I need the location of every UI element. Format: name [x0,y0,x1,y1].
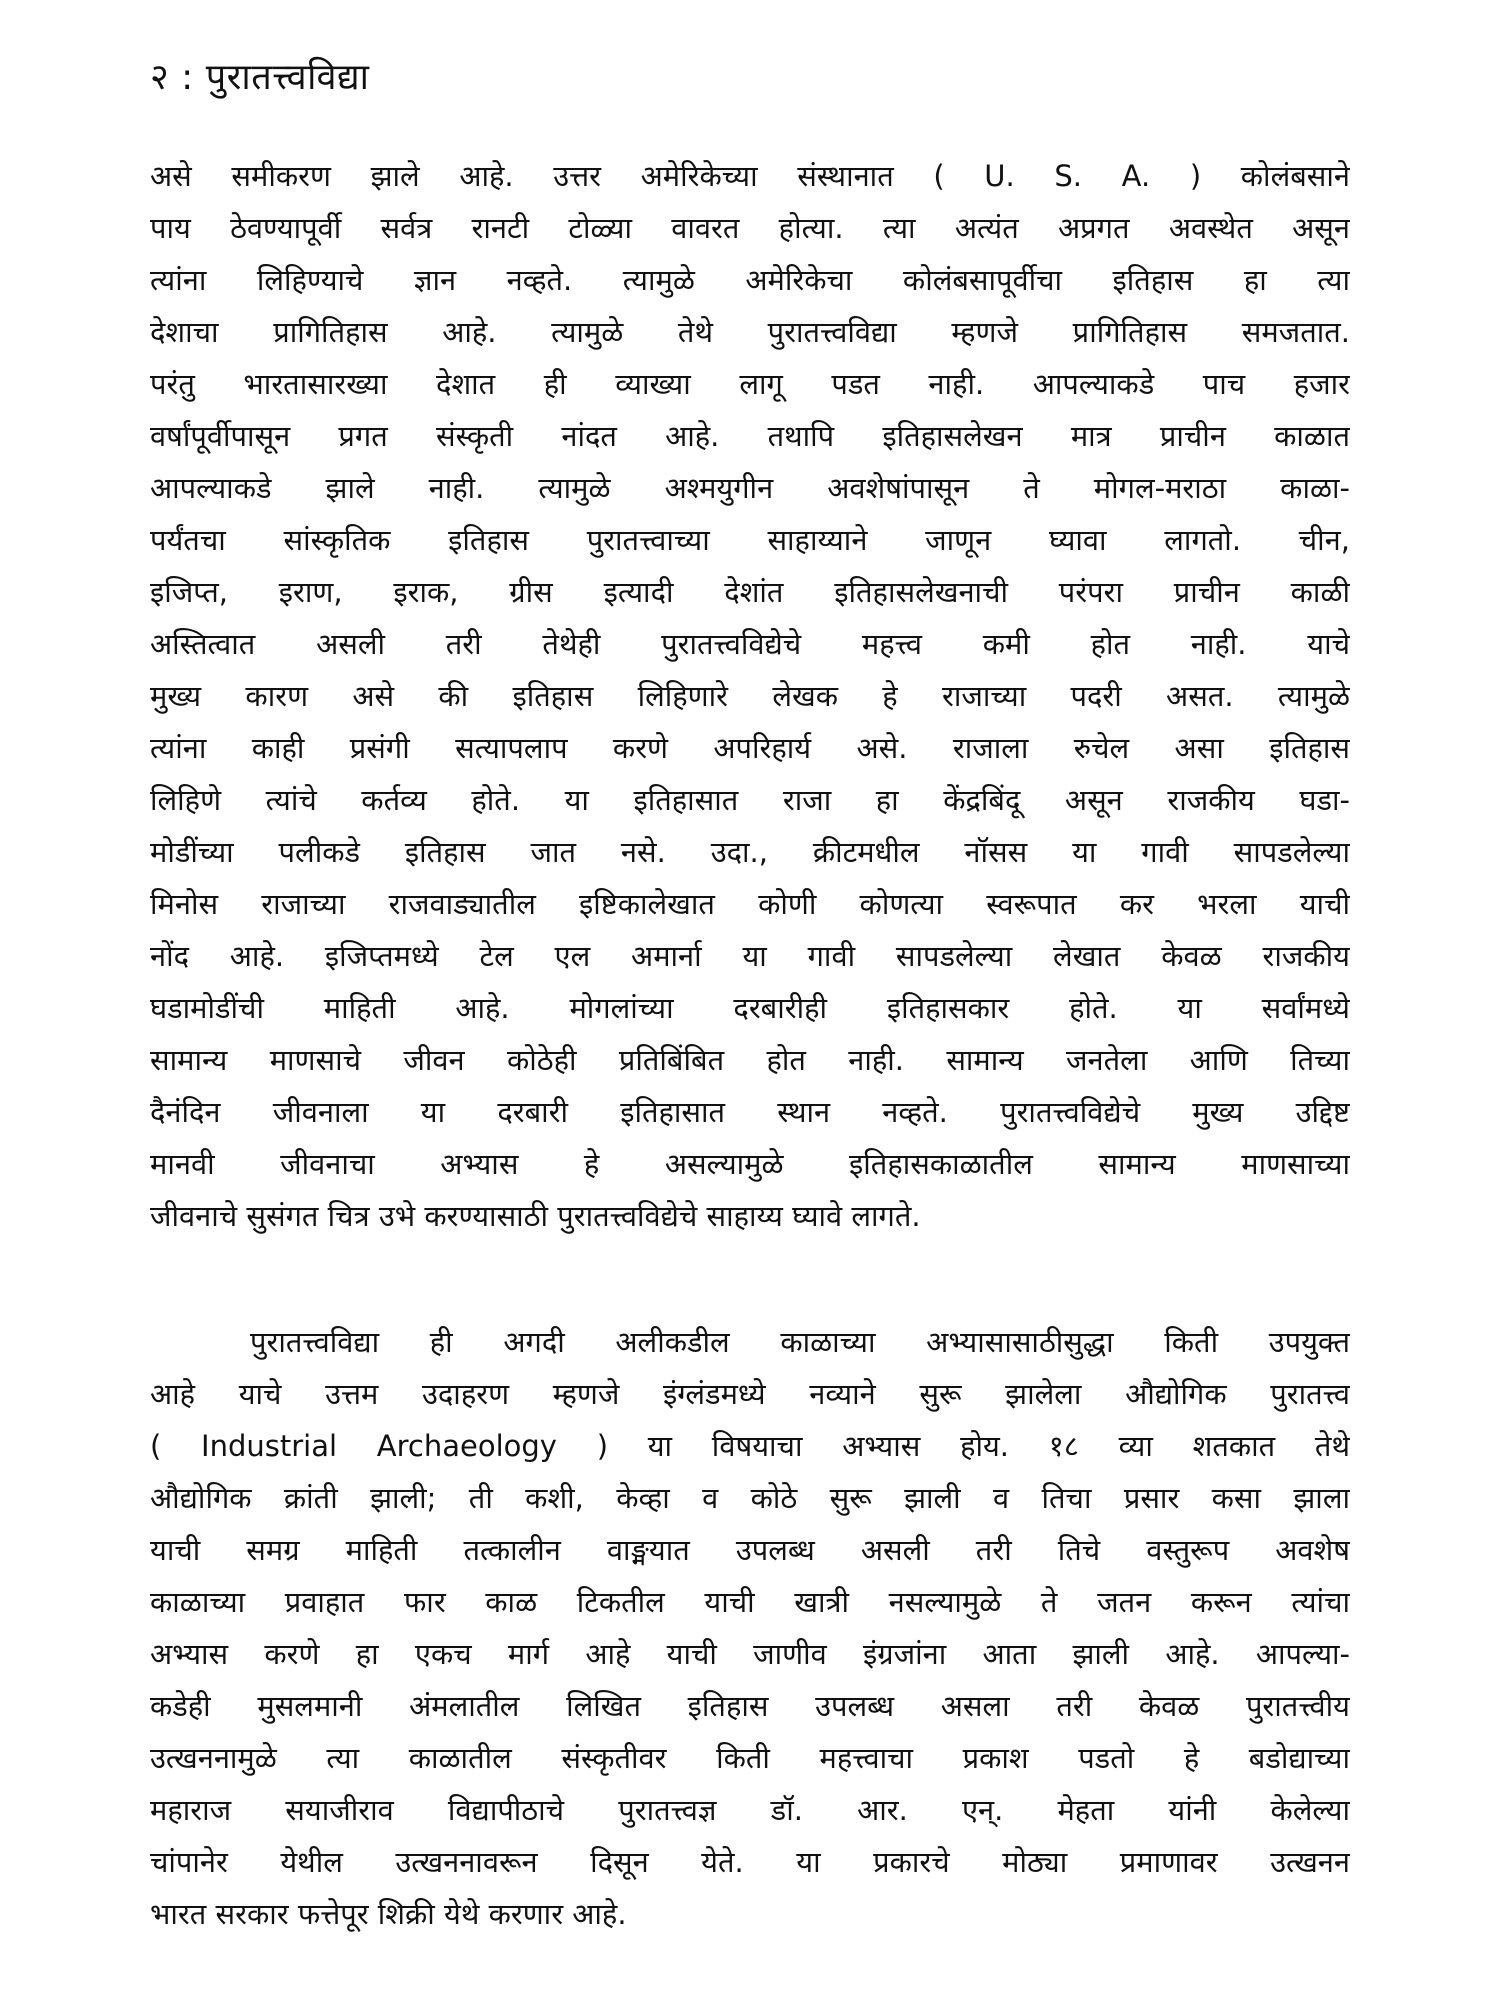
text-line: लिहिणे त्यांचे कर्तव्य होते. या इतिहासात राजा हा केंद्रबिंदू असून राजकीय घडा- [150,783,1350,817]
text-line: आपल्याकडे झाले नाही. त्यामुळे अश्मयुगीन अवशेषांपासून ते मोगल-मराठा काळा- [150,471,1350,505]
text-line: काळाच्या प्रवाहात फार काळ टिकतील याची खात्री नसल्यामुळे ते जतन करून त्यांचा [150,1585,1350,1619]
text-line: इजिप्त, इराण, इराक, ग्रीस इत्यादी देशांत इतिहासलेखनाची परंपरा प्राचीन काळी [150,575,1350,609]
text-line: वर्षांपूर्वीपासून प्रगत संस्कृती नांदत आहे. तथापि इतिहासलेखन मात्र प्राचीन काळात [150,419,1350,453]
text-line: याची समग्र माहिती तत्कालीन वाङ्मयात उपलब्ध असली तरी तिचे वस्तुरूप अवशेष [150,1533,1350,1567]
text-line: मुख्य कारण असे की इतिहास लिहिणारे लेखक हे राजाच्या पदरी असत. त्यामुळे [150,679,1350,713]
text-line: सामान्य माणसाचे जीवन कोठेही प्रतिबिंबित होत नाही. सामान्य जनतेला आणि तिच्या [150,1043,1350,1077]
text-line: मोडींच्या पलीकडे इतिहास जात नसे. उदा., क्रीटमधील नॉसस या गावी सापडलेल्या [150,835,1350,869]
running-head: २ : पुरातत्त्वविद्या [150,57,370,98]
text-line: चांपानेर येथील उत्खननावरून दिसून येते. या प्रकारचे मोठ्या प्रमाणावर उत्खनन [150,1845,1350,1879]
text-line: आहे याचे उत्तम उदाहरण म्हणजे इंग्लंडमध्ये नव्याने सुरू झालेला औद्योगिक पुरातत्त्व [150,1377,1350,1411]
text-line: नोंद आहे. इजिप्तमध्ये टेल एल अमार्ना या गावी सापडलेल्या लेखात केवळ राजकीय [150,939,1350,973]
text-line: त्यांना लिहिण्याचे ज्ञान नव्हते. त्यामुळे अमेरिकेचा कोलंबसापूर्वीचा इतिहास हा त्या [150,263,1350,297]
text-line: अस्तित्वात असली तरी तेथेही पुरातत्त्वविद्येचे महत्त्व कमी होत नाही. याचे [150,627,1350,661]
text-line: भारत सरकार फत्तेपूर शिक्री येथे करणार आहे. [150,1897,627,1931]
text-line: ( Industrial Archaeology ) या विषयाचा अभ्यास होय. १८ व्या शतकात तेथे [150,1429,1350,1463]
text-line: त्यांना काही प्रसंगी सत्यापलाप करणे अपरिहार्य असे. राजाला रुचेल असा इतिहास [150,731,1350,765]
text-line: देशाचा प्रागितिहास आहे. त्यामुळे तेथे पुरातत्त्वविद्या म्हणजे प्रागितिहास समजतात. [150,315,1350,349]
text-line: पुरातत्त्वविद्या ही अगदी अलीकडील काळाच्या अभ्यासासाठीसुद्धा किती उपयुक्त [250,1325,1350,1359]
paragraph-2 [150,1316,1350,1940]
text-line: घडामोडींची माहिती आहे. मोगलांच्या दरबारीही इतिहासकार होते. या सर्वांमध्ये [150,991,1350,1025]
text-line: अभ्यास करणे हा एकच मार्ग आहे याची जाणीव इंग्रजांना आता झाली आहे. आपल्या- [150,1637,1350,1671]
text-line: महाराज सयाजीराव विद्यापीठाचे पुरातत्त्वज्ञ डॉ. आर. एन्. मेहता यांनी केलेल्या [150,1793,1350,1827]
text-line: परंतु भारतासारख्या देशात ही व्याख्या लागू पडत नाही. आपल्याकडे पाच हजार [150,367,1350,401]
text-line: पर्यंतचा सांस्कृतिक इतिहास पुरातत्त्वाच्या साहाय्याने जाणून घ्यावा लागतो. चीन, [150,523,1350,557]
text-line: उत्खननामुळे त्या काळातील संस्कृतीवर किती महत्त्वाचा प्रकाश पडतो हे बडोद्याच्या [150,1741,1350,1775]
text-line: असे समीकरण झाले आहे. उत्तर अमेरिकेच्या संस्थानात ( U. S. A. ) कोलंबसाने [150,159,1350,193]
paragraph-1 [150,150,1350,1242]
text-line: जीवनाचे सुसंगत चित्र उभे करण्यासाठी पुरातत्त्वविद्येचे साहाय्य घ्यावे लागते. [150,1199,921,1233]
text-line: पाय ठेवण्यापूर्वी सर्वत्र रानटी टोळ्या वावरत होत्या. त्या अत्यंत अप्रगत अवस्थेत असून [150,211,1350,245]
text-line: कडेही मुसलमानी अंमलातील लिखित इतिहास उपलब्ध असला तरी केवळ पुरातत्त्वीय [150,1689,1350,1723]
text-line: मानवी जीवनाचा अभ्यास हे असल्यामुळे इतिहासकाळातील सामान्य माणसाच्या [150,1147,1350,1181]
text-line: दैनंदिन जीवनाला या दरबारी इतिहासात स्थान नव्हते. पुरातत्त्वविद्येचे मुख्य उद्दिष्ट [150,1095,1350,1129]
text-line: मिनोस राजाच्या राजवाड्यातील इष्टिकालेखात कोणी कोणत्या स्वरूपात कर भरला याची [150,887,1350,921]
text-line: औद्योगिक क्रांती झाली; ती कशी, केव्हा व कोठे सुरू झाली व तिचा प्रसार कसा झाला [150,1481,1350,1515]
